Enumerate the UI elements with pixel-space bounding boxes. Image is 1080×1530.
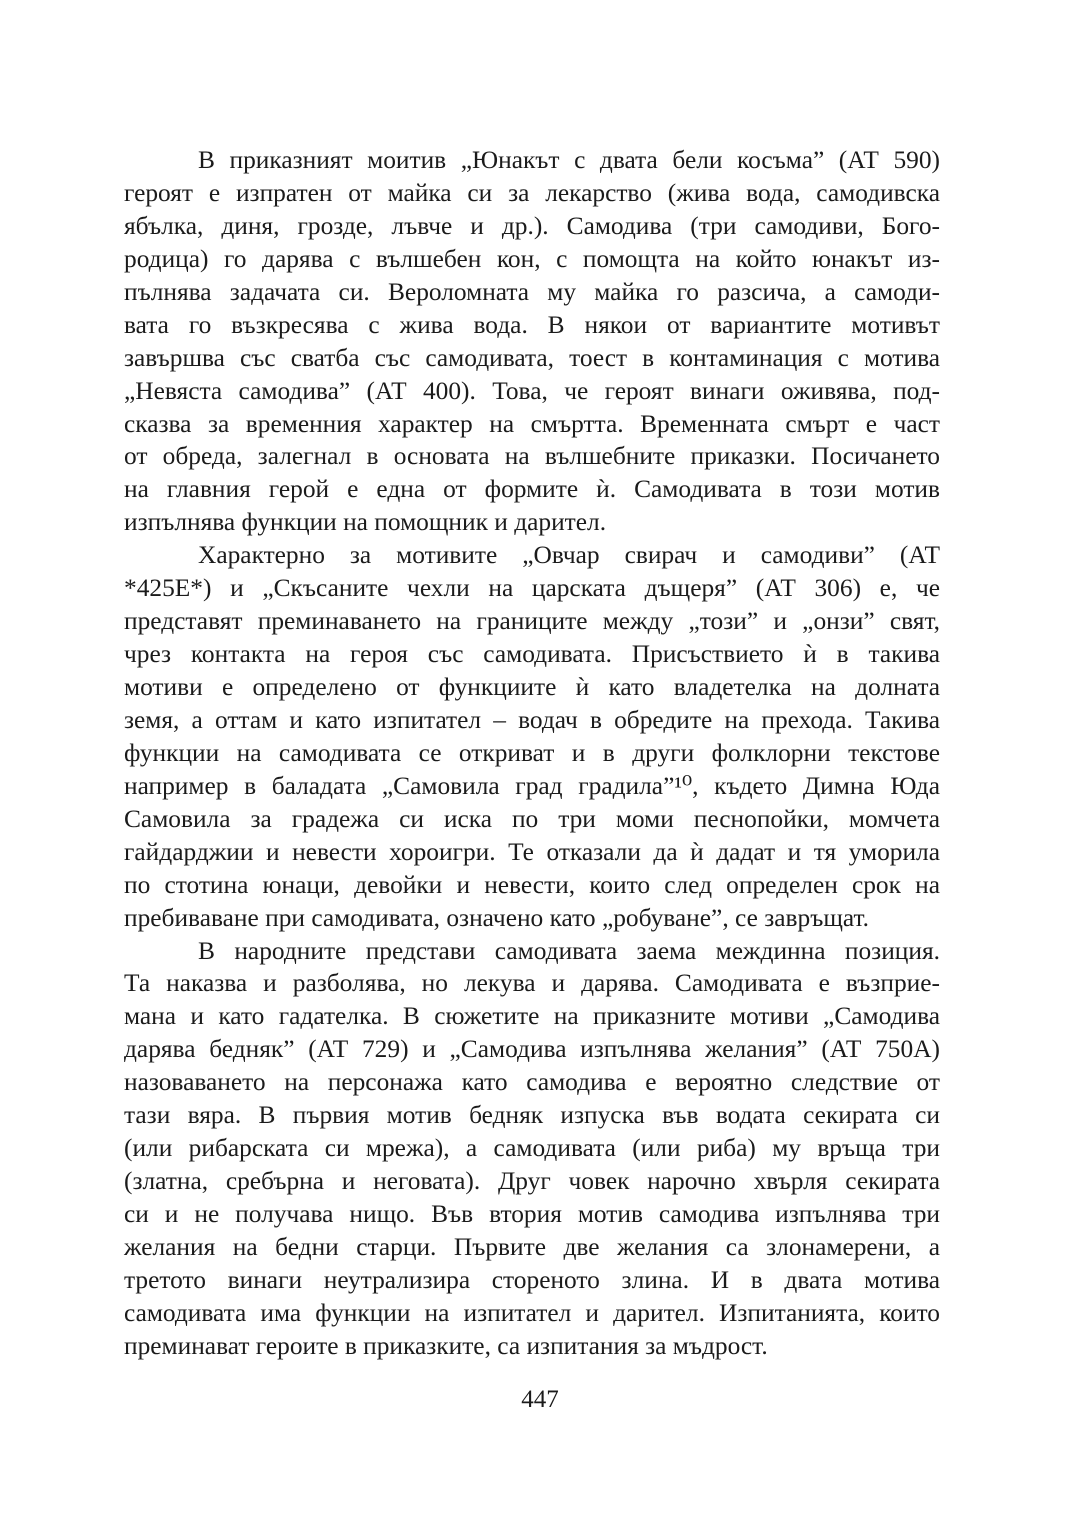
text-line: завършва със сватба със самодивата, тоест в контаминация с мотива: [124, 343, 940, 372]
paragraph: [124, 935, 940, 1363]
text-line: гайдарджии и невести хороигри. Те отказали да ѝ дадат и тя уморила: [124, 837, 940, 866]
text-line: например в баладата „Самовила град градила”¹⁰, където Димна Юда: [124, 771, 940, 800]
text-line: пребиваване при самодивата, означено като „робуване”, се завръщат.: [124, 903, 870, 932]
text-line: на главния герой е една от формите ѝ. Самодивата в този мотив: [124, 475, 940, 504]
text-line: функции на самодивата се откриват и в други фолклорни текстове: [124, 738, 940, 767]
text-line: *425Е*) и „Скъсаните чехли на царската дъщеря” (АТ 306) е, че: [124, 574, 940, 603]
text-line: чрез контакта на героя със самодивата. Присъствието ѝ в такива: [124, 640, 940, 669]
text-line: В народните представи самодивата заема междинна позиция.: [198, 936, 940, 965]
text-line: родица) го дарява с вълшебен кон, с помощта на който юнакът из-: [124, 244, 940, 273]
text-line: вата го възкресява с жива вода. В някои от вариантите мотивът: [124, 310, 940, 339]
text-line: Характерно за мотивите „Овчар свирач и самодиви” (АТ: [198, 541, 940, 570]
text-line: В приказният моитив „Юнакът с двата бели косъма” (АТ 590): [198, 146, 940, 174]
text-line: тази вяра. В първия мотив бедняк изпуска във водата секирата си: [124, 1101, 940, 1130]
paragraph: [124, 144, 940, 539]
text-line: ябълка, диня, грозде, лъвче и др.). Самодива (три самодиви, Бого-: [124, 211, 940, 240]
page-number: 447: [521, 1386, 559, 1413]
text-line: от обреда, залегнал в основата на вълшебните приказки. Посичането: [124, 442, 940, 471]
paragraph: [124, 539, 940, 934]
text-line: изпълнява функции на помощник и дарител.: [124, 508, 607, 537]
text-line: третото винаги неутрализира стореното злина. И в двата мотива: [124, 1265, 940, 1294]
text-line: сказва за временния характер на смъртта. Временната смърт е част: [124, 409, 940, 438]
text-line: Та наказва и разболява, но лекува и дарява. Самодивата е възприе-: [124, 969, 940, 998]
text-line: героят е изпратен от майка си за лекарство (жива вода, самодивска: [124, 178, 940, 207]
text-line: земя, а оттам и като изпитател – водач в обредите на прехода. Такива: [124, 705, 940, 734]
text-line: мотиви е определено от функциите ѝ като владетелка на долната: [124, 673, 940, 701]
text-line: си и не получава нищо. Във втория мотив самодива изпълнява три: [124, 1200, 940, 1228]
text-line: мана и като гадателка. В сюжетите на приказните мотиви „Самодива: [124, 1002, 940, 1031]
text-line: (или рибарската си мрежа), а самодивата (или риба) му връща три: [124, 1134, 940, 1163]
text-line: преминават героите в приказките, са изпитания за мъдрост.: [124, 1331, 768, 1360]
text-line: „Невяста самодива” (АТ 400). Това, че героят винаги оживява, под-: [124, 376, 940, 405]
text-line: пълнява задачата си. Вероломната му майка го разсича, а самоди-: [124, 277, 940, 306]
text-line: дарява бедняк” (АТ 729) и „Самодива изпълнява желания” (АТ 750А): [124, 1035, 940, 1064]
text-line: желания на бедни старци. Първите две желания са злонамерени, а: [124, 1232, 940, 1261]
text-line: по стотина юнаци, девойки и невести, които след определен срок на: [124, 870, 940, 899]
text-line: самодивата има функции на изпитател и дарител. Изпитанията, които: [124, 1298, 940, 1327]
text-line: назоваването на персонажа като самодива е вероятно следствие от: [124, 1068, 940, 1097]
text-line: представят преминаването на границите между „този” и „онзи” свят,: [124, 607, 940, 636]
text-line: Самовила за градежа си иска по три моми песнопойки, момчета: [124, 804, 940, 833]
body-text: [124, 144, 940, 1363]
text-line: (златна, сребърна и неговата). Друг човек нарочно хвърля секирата: [124, 1167, 940, 1196]
